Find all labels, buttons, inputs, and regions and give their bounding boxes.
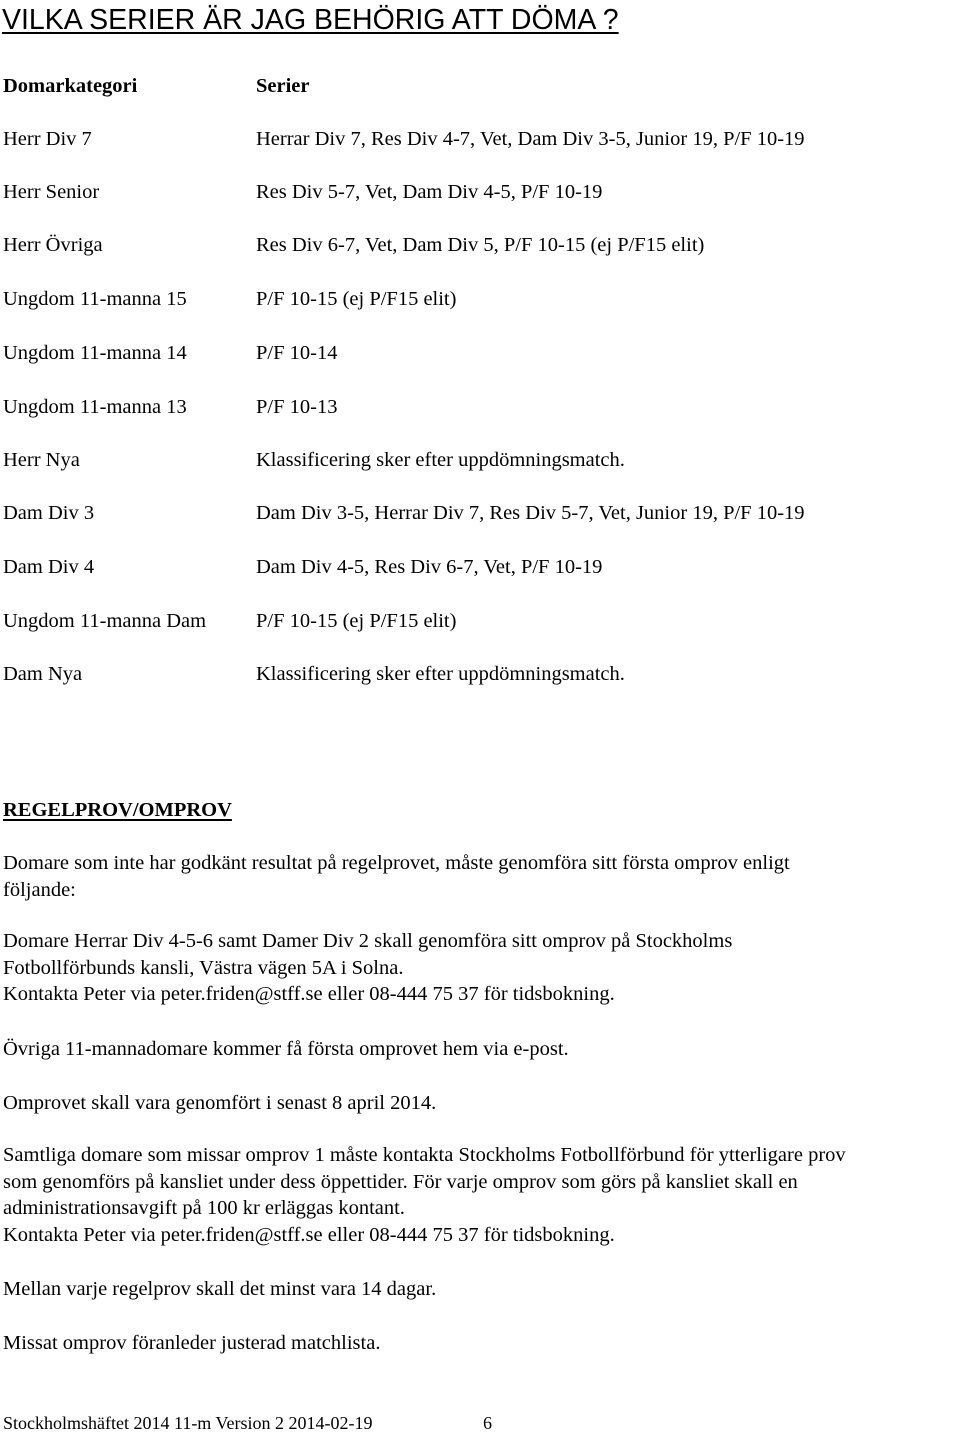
row-category: Dam Div 3	[3, 502, 95, 524]
paragraph-line: Domare som inte har godkänt resultat på regelprovet, måste genomföra sitt första omprov enligt	[3, 852, 790, 874]
row-series: Dam Div 4-5, Res Div 6-7, Vet, P/F 10-19	[256, 556, 603, 578]
row-series: Klassificering sker efter uppdömningsmatch.	[256, 449, 625, 471]
paragraph	[3, 1276, 960, 1303]
paragraph-line: som genomförs på kansliet under dess öppettider. För varje omprov som görs på kansliet skall en	[3, 1170, 798, 1193]
paragraph-line: Övriga 11-mannadomare kommer få första omprovet hem via e-post.	[3, 1038, 569, 1060]
paragraph-line: Fotbollförbunds kansli, Västra vägen 5A i Solna.	[3, 956, 404, 979]
paragraph	[3, 850, 960, 903]
paragraph-line: Missat omprov föranleder justerad matchlista.	[3, 1332, 381, 1354]
paragraph	[3, 1142, 960, 1249]
row-category: Herr Senior	[3, 181, 100, 203]
row-category: Dam Nya	[3, 663, 83, 685]
row-series: P/F 10-13	[256, 396, 338, 418]
paragraph	[3, 928, 960, 1008]
paragraph-line: administrationsavgift på 100 kr erläggas kontant.	[3, 1197, 405, 1220]
paragraph	[3, 1090, 960, 1117]
row-series: Res Div 5-7, Vet, Dam Div 4-5, P/F 10-19	[256, 181, 603, 203]
row-category: Ungdom 11-manna 15	[3, 288, 187, 310]
paragraph-line: följande:	[3, 878, 76, 901]
table-header-category: Domarkategori	[3, 75, 138, 97]
paragraph-line: Kontakta Peter via peter.friden@stff.se eller 08-444 75 37 för tidsbokning.	[3, 983, 615, 1006]
table-header-series: Serier	[256, 75, 310, 97]
row-series: Res Div 6-7, Vet, Dam Div 5, P/F 10-15 (ej P/F15 elit)	[256, 234, 705, 256]
row-category: Herr Övriga	[3, 234, 103, 256]
page-number: 6	[483, 1413, 492, 1433]
row-category: Ungdom 11-manna Dam	[3, 610, 207, 632]
section-heading: REGELPROV/OMPROV	[3, 799, 232, 821]
row-series: Dam Div 3-5, Herrar Div 7, Res Div 5-7, Vet, Junior 19, P/F 10-19	[256, 502, 805, 524]
row-category: Herr Div 7	[3, 128, 92, 150]
row-series: P/F 10-15 (ej P/F15 elit)	[256, 288, 457, 310]
row-category: Ungdom 11-manna 13	[3, 396, 187, 418]
paragraph	[3, 1036, 960, 1063]
paragraph	[3, 1330, 960, 1357]
row-category: Ungdom 11-manna 14	[3, 342, 187, 364]
paragraph-line: Kontakta Peter via peter.friden@stff.se eller 08-444 75 37 för tidsbokning.	[3, 1224, 615, 1247]
paragraph-line: Domare Herrar Div 4-5-6 samt Damer Div 2 skall genomföra sitt omprov på Stockholms	[3, 930, 733, 952]
paragraph-line: Omprovet skall vara genomfört i senast 8 april 2014.	[3, 1092, 437, 1114]
row-series: P/F 10-14	[256, 342, 338, 364]
row-series: P/F 10-15 (ej P/F15 elit)	[256, 610, 457, 632]
footer-text: Stockholmshäftet 2014 11-m Version 2 2014-02-19	[3, 1413, 373, 1433]
paragraph-line: Samtliga domare som missar omprov 1 måste kontakta Stockholms Fotbollförbund för ytterligare prov	[3, 1144, 846, 1166]
row-category: Dam Div 4	[3, 556, 95, 578]
page-title: VILKA SERIER ÄR JAG BEHÖRIG ATT DÖMA ?	[2, 4, 619, 36]
row-series: Herrar Div 7, Res Div 4-7, Vet, Dam Div 3-5, Junior 19, P/F 10-19	[256, 128, 805, 150]
row-series: Klassificering sker efter uppdömningsmatch.	[256, 663, 625, 685]
paragraph-line: Mellan varje regelprov skall det minst vara 14 dagar.	[3, 1278, 437, 1300]
page-footer	[3, 1412, 492, 1434]
row-category: Herr Nya	[3, 449, 80, 471]
